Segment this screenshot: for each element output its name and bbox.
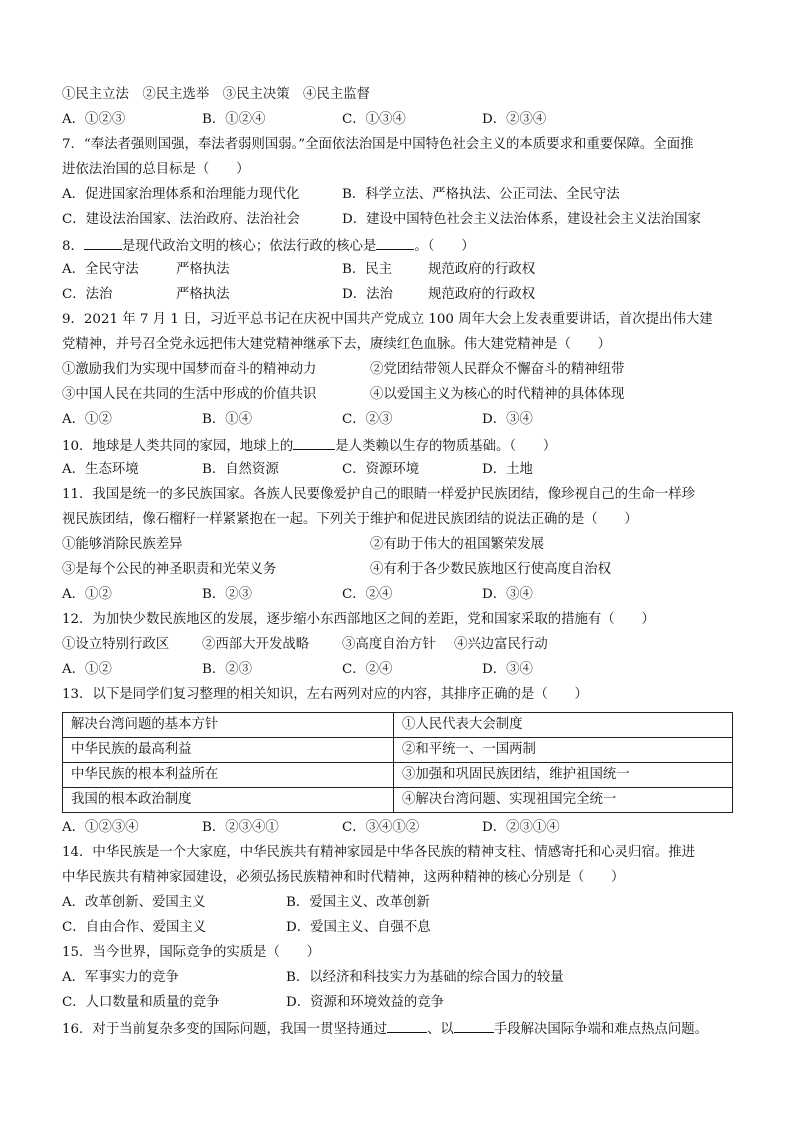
q8-option-a-value: 严格执法 [176, 262, 230, 277]
q11-item-3: ③是每个公民的神圣职责和光荣义务 [62, 562, 277, 577]
q13-matching-table [62, 712, 733, 813]
q10-stem-part2: 是人类赖以生存的物质基础。（ ） [335, 439, 557, 454]
q13-option-d: D．②③①④ [482, 820, 560, 835]
q8-blank-1 [84, 236, 122, 250]
q15-option-d: D．资源和环境效益的竞争 [286, 995, 445, 1010]
q12-item-2: ②西部大开发战略 [202, 637, 310, 652]
q8-stem-part1: 是现代政治文明的核心；依法行政的核心是 [121, 239, 377, 254]
table-row [63, 713, 733, 738]
q9-stem-line2: 党精神，并号召全党永远把伟大建党精神继承下去，赓续红色血脉。伟大建党精神是（ ） [62, 337, 612, 352]
q8-option-c: C．法治 [62, 287, 113, 302]
table-row [63, 788, 733, 813]
q12-item-4: ④兴边富民行动 [454, 637, 548, 652]
q12-option-c: C．②④ [342, 662, 393, 677]
q13-option-c: C．③④①② [342, 820, 420, 835]
q13-left-cell: 我国的根本政治制度 [63, 788, 394, 813]
q13-right-cell: ②和平统一、一国两制 [394, 738, 733, 763]
q7-stem-line2: 进依法治国的总目标是（ ） [62, 162, 250, 177]
q6-option-d: D．②③④ [482, 112, 547, 127]
q10-stem [62, 436, 556, 454]
q14-option-a: A．改革创新、爱国主义 [62, 895, 206, 910]
q8-option-c-value: 严格执法 [176, 287, 230, 302]
q8-option-b-value: 规范政府的行政权 [428, 262, 536, 277]
q7-option-c: C．建设法治国家、法治政府、法治社会 [62, 212, 300, 227]
q9-option-b: B．①④ [202, 412, 253, 427]
table-row [63, 738, 733, 763]
q13-right-cell: ④解决台湾问题、实现祖国完全统一 [394, 788, 733, 813]
q16-stem-part1: 16．对于当前复杂多变的国际问题，我国一贯坚持通过 [62, 1022, 388, 1037]
q15-stem: 15．当今世界，国际竞争的实质是（ ） [62, 945, 321, 960]
q9-item-3: ③中国人民在共同的生活中形成的价值共识 [62, 387, 317, 402]
q16-stem [62, 1019, 708, 1037]
q14-option-b: B．爱国主义、改革创新 [286, 895, 430, 910]
q9-stem-line1: 9．2021 年 7 月 1 日，习近平总书记在庆祝中国共产党成立 100 周年大会上发表重要讲话，首次提出伟大建 [62, 312, 713, 327]
q7-option-b: B．科学立法、严格执法、公正司法、全民守法 [342, 187, 620, 202]
q15-option-a: A．军事实力的竞争 [62, 970, 179, 985]
q11-stem-line2: 视民族团结，像石榴籽一样紧紧抱在一起。下列关于维护和促进民族团结的说法正确的是（ ） [62, 512, 638, 527]
q6-items: ①民主立法 ②民主选举 ③民主决策 ④民主监督 [62, 87, 370, 102]
q12-option-a: A．①② [62, 662, 112, 677]
q12-item-1: ①设立特别行政区 [62, 637, 170, 652]
q9-item-2: ②党团结带领人民群众不懈奋斗的精神纽带 [370, 362, 625, 377]
q8-blank-2 [376, 236, 414, 250]
q11-item-4: ④有利于各少数民族地区行使高度自治权 [370, 562, 612, 577]
q13-option-b: B．②③④① [202, 820, 279, 835]
q15-option-b: B．以经济和科技实力为基础的综合国力的较量 [286, 970, 564, 985]
q11-item-1: ①能够消除民族差异 [62, 537, 183, 552]
q14-option-c: C．自由合作、爱国主义 [62, 920, 207, 935]
q12-option-b: B．②③ [202, 662, 253, 677]
q6-option-b: B．①②④ [202, 112, 266, 127]
q8-option-d-value: 规范政府的行政权 [428, 287, 536, 302]
q11-option-a: A．①② [62, 587, 112, 602]
table-row [63, 763, 733, 788]
q8-stem-part2: 。（ ） [414, 239, 475, 254]
q9-item-4: ④以爱国主义为核心的时代精神的具体体现 [370, 387, 625, 402]
q9-option-c: C．②③ [342, 412, 393, 427]
q10-stem-part1: 10．地球是人类共同的家园，地球上的 [62, 439, 294, 454]
q9-item-1: ①激励我们为实现中国梦而奋斗的精神动力 [62, 362, 317, 377]
q16-blank-1 [387, 1019, 427, 1033]
q16-blank-2 [454, 1019, 494, 1033]
q10-option-d: D．土地 [482, 462, 533, 477]
q9-option-a: A．①② [62, 412, 112, 427]
q8-option-a: A．全民守法 [62, 262, 139, 277]
q7-option-a: A．促进国家治理体系和治理能力现代化 [62, 187, 300, 202]
q8-stem [62, 236, 475, 254]
q13-option-a: A．①②③④ [62, 820, 139, 835]
q14-option-d: D．爱国主义、自强不息 [286, 920, 431, 935]
q15-option-c: C．人口数量和质量的竞争 [62, 995, 220, 1010]
q10-option-b: B．自然资源 [202, 462, 279, 477]
q10-option-c: C．资源环境 [342, 462, 420, 477]
q13-stem: 13．以下是同学们复习整理的相关知识，左右两列对应的内容，其排序正确的是（ ） [62, 687, 588, 702]
q11-stem-line1: 11．我国是统一的多民族国家。各族人民要像爱护自己的眼睛一样爱护民族团结，像珍视自己的生命一样珍 [62, 487, 696, 502]
q11-option-d: D．③④ [482, 587, 533, 602]
q10-blank [293, 436, 335, 450]
q8-option-d: D．法治 [342, 287, 393, 302]
q7-stem-line1: 7．“奉法者强则国强，奉法者弱则国弱。”全面依法治国是中国特色社会主义的本质要求和重要保障。全面推 [62, 137, 694, 152]
q8-number: 8． [62, 239, 84, 254]
q6-option-c: C．①③④ [342, 112, 406, 127]
q11-option-c: C．②④ [342, 587, 393, 602]
q12-option-d: D．③④ [482, 662, 533, 677]
q12-stem: 12．为加快少数民族地区的发展，逐步缩小东西部地区之间的差距，党和国家采取的措施有（ ） [62, 612, 655, 627]
q13-right-cell: ③加强和巩固民族团结，维护祖国统一 [394, 763, 733, 788]
q12-item-3: ③高度自治方针 [342, 637, 436, 652]
q13-left-cell: 中华民族的根本利益所在 [63, 763, 394, 788]
q6-option-a: A．①②③ [62, 112, 126, 127]
q8-option-b: B．民主 [342, 262, 393, 277]
q7-option-d: D．建设中国特色社会主义法治体系，建设社会主义法治国家 [342, 212, 701, 227]
q10-option-a: A．生态环境 [62, 462, 139, 477]
q9-option-d: D．③④ [482, 412, 533, 427]
q13-left-cell: 中华民族的最高利益 [63, 738, 394, 763]
q11-item-2: ②有助于伟大的祖国繁荣发展 [370, 537, 545, 552]
q16-stem-part3: 手段解决国际争端和难点热点问题。 [493, 1022, 709, 1037]
q13-left-cell: 解决台湾问题的基本方针 [63, 713, 394, 738]
q14-stem-line2: 中华民族共有精神家园建设，必须弘扬民族精神和时代精神，这两种精神的核心分别是（ ） [62, 870, 625, 885]
q11-option-b: B．②③ [202, 587, 253, 602]
q16-stem-part2: 、以 [427, 1022, 454, 1037]
q13-right-cell: ①人民代表大会制度 [394, 713, 733, 738]
q14-stem-line1: 14．中华民族是一个大家庭，中华民族共有精神家园是中华各民族的精神支柱、情感寄托和心灵归宿。推进 [62, 845, 696, 860]
